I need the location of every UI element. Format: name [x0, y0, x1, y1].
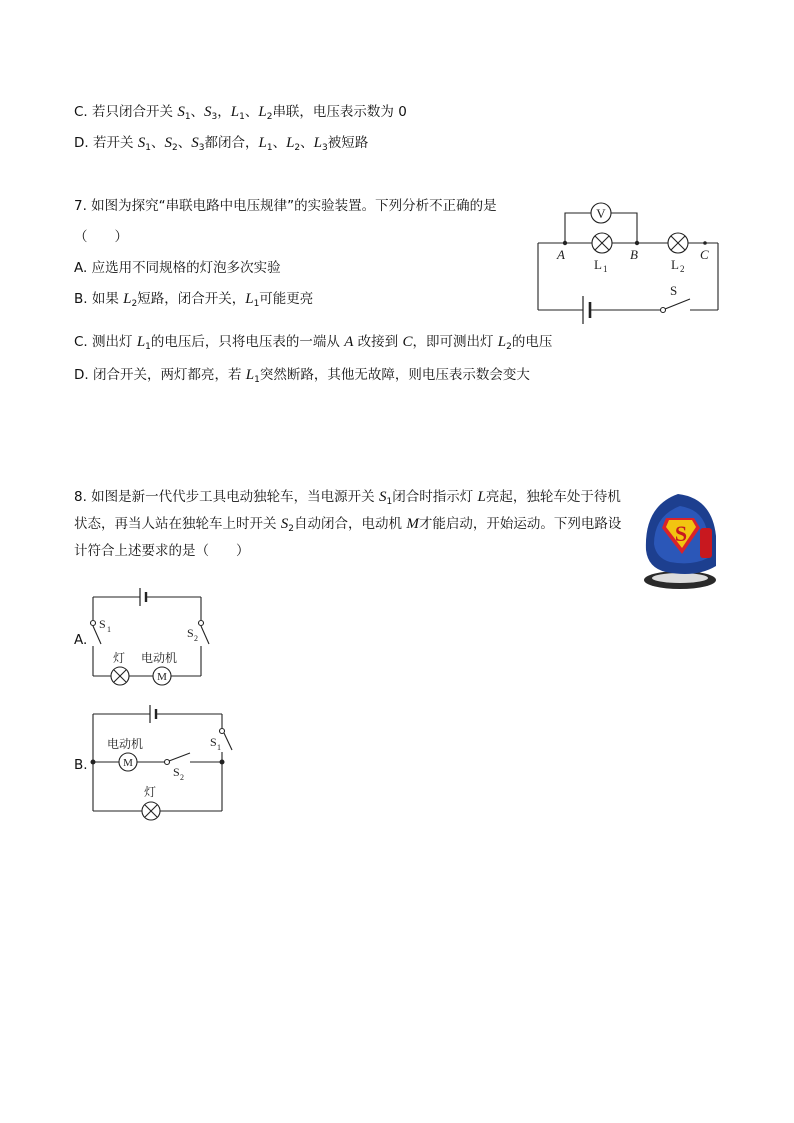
q7-junction-a [563, 241, 567, 245]
q7-option-d: D. 闭合开关，两灯都亮，若 $L_1$突然断路，其他无故障，则电压表示数会变大 [74, 367, 530, 385]
q8b-battery-icon [150, 705, 156, 723]
q8-option-b-circuit [84, 700, 244, 825]
q8-option-a-label: A. [74, 632, 88, 648]
q7-voltmeter-wire-left [565, 213, 591, 243]
q8a-battery-icon [140, 588, 146, 606]
unicycle-side-panel [700, 528, 712, 558]
q7-label-s: S [670, 283, 678, 298]
q8a-label-s1: S [99, 617, 106, 631]
q8a-label-s2: S [187, 626, 194, 640]
q6-option-c: C. 若只闭合开关 $S_1$、$S_3$，$L_1$、$L_2$串联，电压表示数为 0 [74, 104, 407, 122]
unicycle-image [636, 488, 724, 592]
unicycle-hub [652, 573, 708, 583]
q7-junction-c [703, 241, 707, 245]
q7-voltmeter-wire-right [611, 213, 637, 243]
q8b-label-s1-sub: 1 [217, 743, 221, 752]
q8a-label-s2-sub: 2 [194, 634, 198, 643]
q7-lamp-l1-icon [592, 233, 612, 253]
q8b-lamp-icon [142, 802, 160, 820]
q7-switch-icon [661, 299, 691, 313]
q8b-motor-symbol: M [123, 757, 133, 769]
q7-label-b: B [630, 247, 638, 262]
q8b-label-s1: S [210, 735, 217, 749]
q8a-label-s1-sub: 1 [107, 625, 111, 634]
q7-option-a: A. 应选用不同规格的灯泡多次实验 [74, 260, 281, 276]
q8-option-b-label: B. [74, 757, 88, 773]
q6-option-d: D. 若开关 $S_1$、$S_2$、$S_3$都闭合，$L_1$、$L_2$、$L_3$被短路 [74, 135, 369, 153]
q7-stem: 7. 如图为探究“串联电路中电压规律”的实验装置。下列分析不正确的是 [74, 198, 497, 214]
q8b-junction-right [220, 760, 225, 765]
q7-option-c: C. 测出灯 $L_1$的电压后，只将电压表的一端从 A 改接到 C，即可测出灯 $L_2$的电压 [74, 334, 553, 352]
q8a-label-lamp: 灯 [113, 651, 126, 665]
q7-circuit-diagram [530, 195, 730, 330]
q7-lamp-l2-icon [668, 233, 688, 253]
q7-label-c: C [700, 247, 709, 262]
q8b-label-s2: S [173, 765, 180, 779]
q7-junction-b [635, 241, 639, 245]
q8b-label-lamp: 灯 [144, 785, 157, 799]
q7-battery-icon [583, 296, 590, 324]
q8a-switch-s2-icon [199, 621, 210, 645]
q7-label-l2-sub: 2 [680, 264, 685, 274]
q7-label-l1: L [594, 257, 602, 272]
q7-answer-paren: （ ） [74, 229, 128, 245]
q7-label-a: A [557, 247, 565, 262]
unicycle-logo-letter: S [674, 521, 688, 546]
q7-label-l2: L [671, 257, 679, 272]
q8b-switch-s1-icon [220, 729, 233, 751]
q8a-lamp-icon [111, 667, 129, 685]
q7-label-l1-sub: 1 [603, 264, 608, 274]
q8-option-a-circuit [84, 582, 214, 690]
q8a-motor-symbol: M [157, 671, 167, 683]
q8b-label-motor: 电动机 [107, 737, 144, 751]
q8a-label-motor: 电动机 [141, 651, 178, 665]
q7-voltmeter-label: V [596, 206, 606, 221]
q8-stem: 8. 如图是新一代代步工具电动独轮车，当电源开关 $S_1$闭合时指示灯 L亮起，独轮车处于待机状态，再当人站在独轮车上时开关 $S_2$自动闭合，电动机 M才能启动，开始运动。下列电路设计符合上述要求的是（ ） [74, 489, 622, 559]
q8b-label-s2-sub: 2 [180, 773, 184, 782]
q8b-junction-left [91, 760, 96, 765]
q7-option-b: B. 如果 $L_2$短路，闭合开关，$L_1$可能更亮 [74, 291, 314, 309]
q8b-switch-s2-icon [165, 753, 191, 765]
